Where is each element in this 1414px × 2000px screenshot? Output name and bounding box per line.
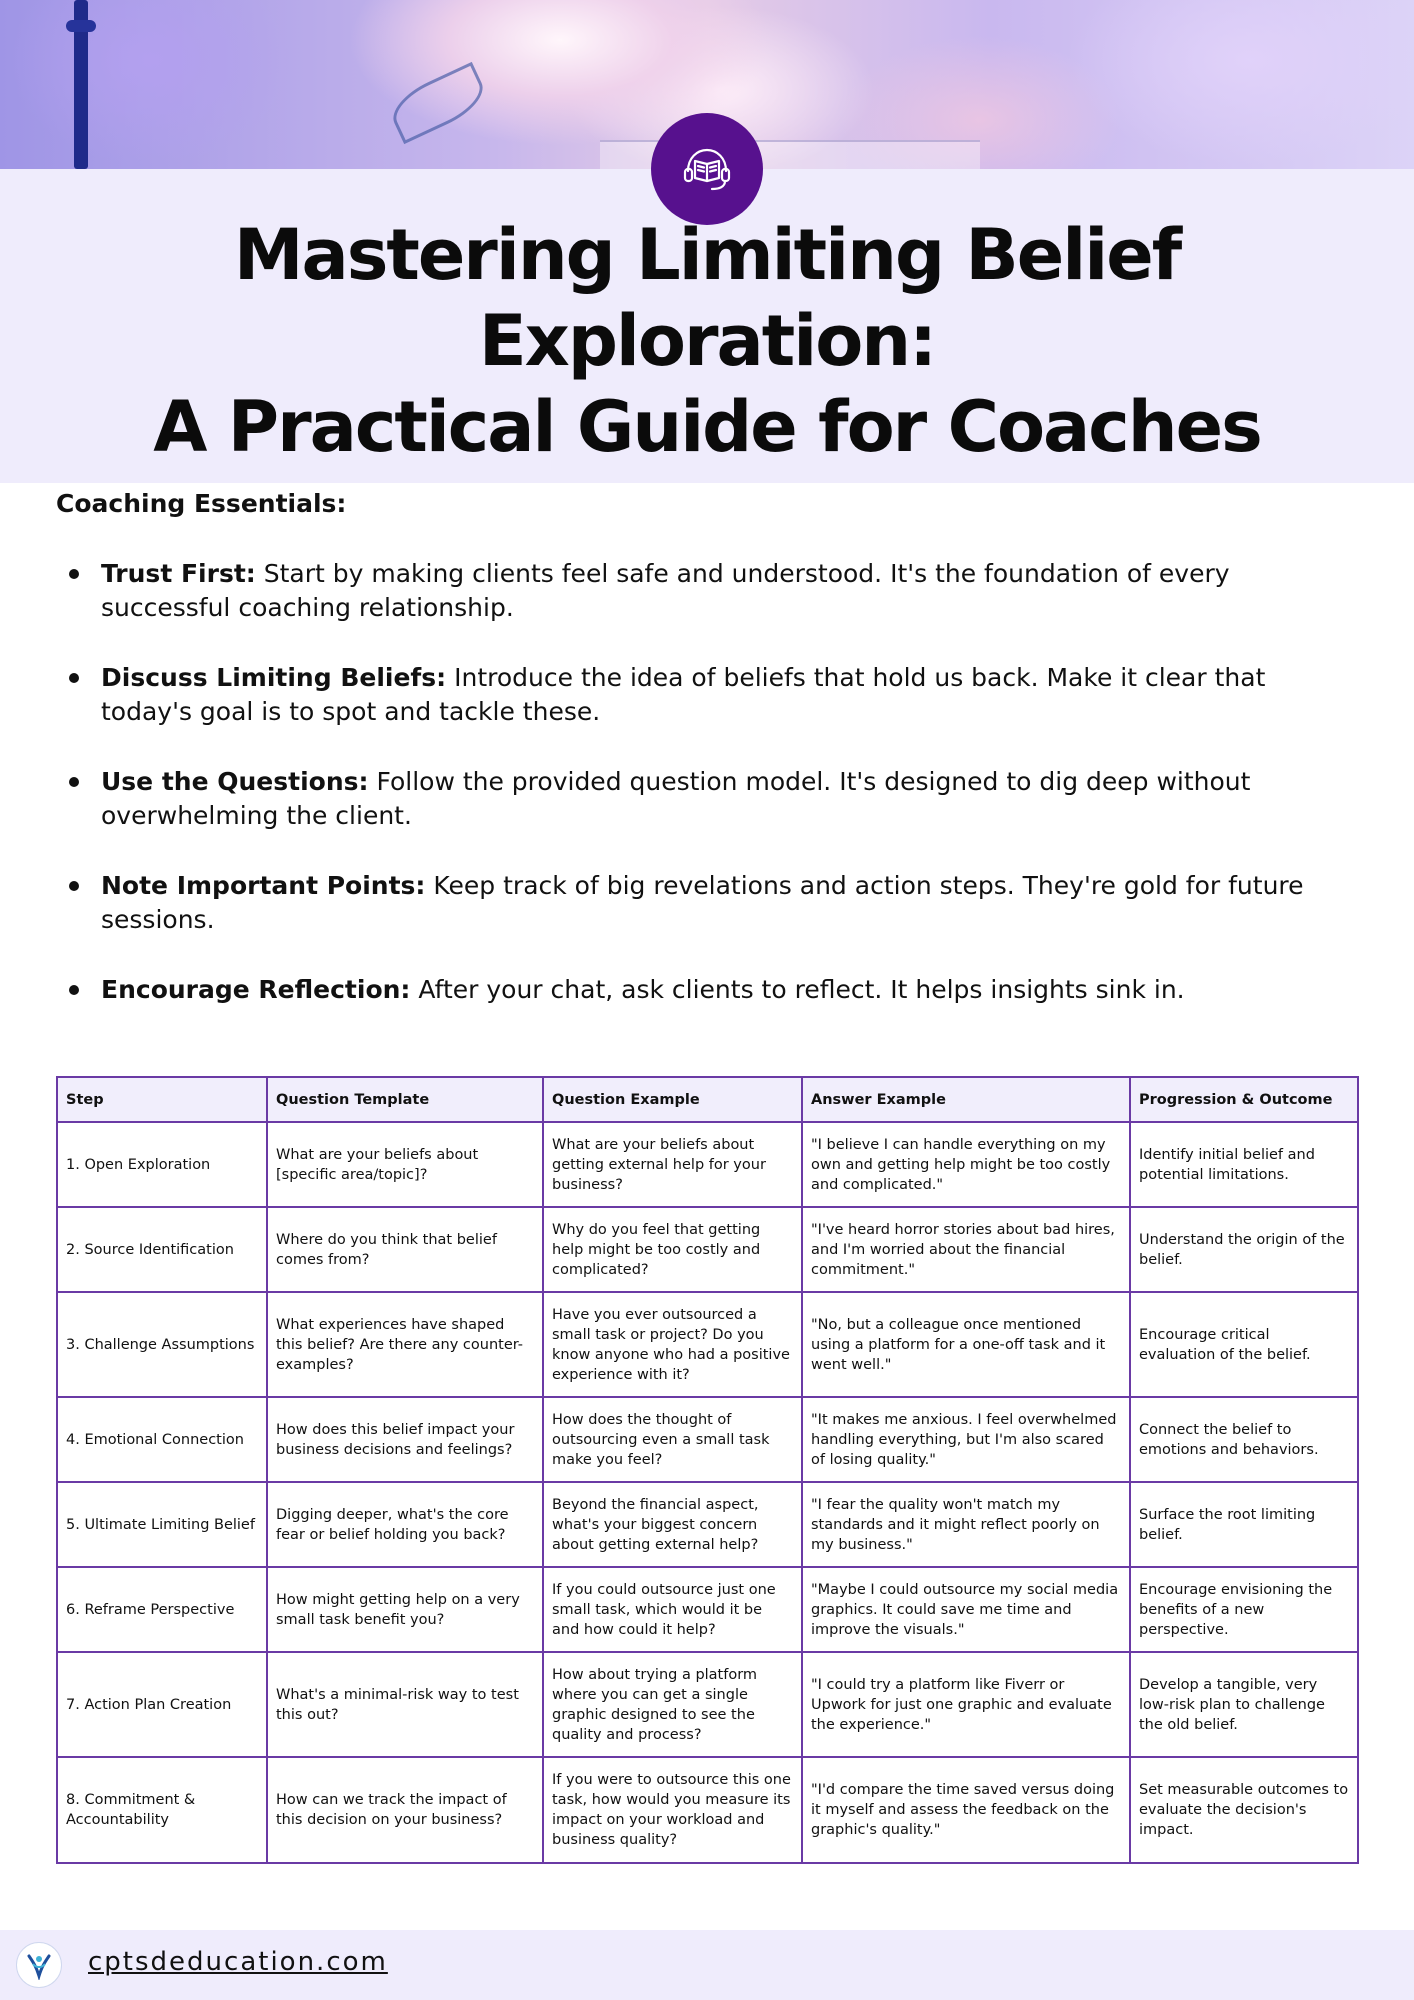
list-item-term: Encourage Reflection: xyxy=(101,975,411,1004)
list-item xyxy=(55,661,1355,729)
column-header-question-template: Question Template xyxy=(267,1077,543,1122)
table-cell: What experiences have shaped this belief? Are there any counter-examples? xyxy=(267,1292,543,1397)
cptsd-logo-icon xyxy=(16,1942,62,1988)
bullet-dot-icon xyxy=(69,569,79,579)
page-title xyxy=(0,212,1414,470)
table-row xyxy=(57,1292,1358,1397)
table-cell: Connect the belief to emotions and behaviors. xyxy=(1130,1397,1358,1482)
table-cell: Why do you feel that getting help might be too costly and complicated? xyxy=(543,1207,802,1292)
table-row xyxy=(57,1482,1358,1567)
banner-decor-pole-cap xyxy=(66,20,96,32)
list-item-text: After your chat, ask clients to reflect. It helps insights sink in. xyxy=(418,975,1185,1004)
table-row xyxy=(57,1757,1358,1863)
table-cell: Set measurable outcomes to evaluate the decision's impact. xyxy=(1130,1757,1358,1863)
essentials-list xyxy=(55,557,1355,1043)
table-cell: Have you ever outsourced a small task or project? Do you know anyone who had a positive experience with it? xyxy=(543,1292,802,1397)
essentials-heading: Coaching Essentials: xyxy=(56,489,347,518)
table-cell: How about trying a platform where you can get a single graphic designed to see the quality and process? xyxy=(543,1652,802,1757)
list-item xyxy=(55,557,1355,625)
question-model-table xyxy=(56,1076,1359,1864)
table-cell: 4. Emotional Connection xyxy=(57,1397,267,1482)
table-cell: "I believe I can handle everything on my own and getting help might be too costly and complicated." xyxy=(802,1122,1130,1207)
list-item xyxy=(55,869,1355,937)
footer xyxy=(0,1930,1414,2000)
table-cell: Develop a tangible, very low-risk plan to challenge the old belief. xyxy=(1130,1652,1358,1757)
table-cell: 1. Open Exploration xyxy=(57,1122,267,1207)
list-item-term: Note Important Points: xyxy=(101,871,426,900)
website-link[interactable]: cptsdeducation.com xyxy=(88,1947,388,1977)
table-row xyxy=(57,1397,1358,1482)
table-cell: "I've heard horror stories about bad hires, and I'm worried about the financial commitment." xyxy=(802,1207,1130,1292)
column-header-step: Step xyxy=(57,1077,267,1122)
table-cell: 3. Challenge Assumptions xyxy=(57,1292,267,1397)
table-cell: 5. Ultimate Limiting Belief xyxy=(57,1482,267,1567)
table-cell: 2. Source Identification xyxy=(57,1207,267,1292)
bullet-dot-icon xyxy=(69,777,79,787)
list-item-term: Discuss Limiting Beliefs: xyxy=(101,663,447,692)
table-cell: What are your beliefs about getting external help for your business? xyxy=(543,1122,802,1207)
table-cell: 6. Reframe Perspective xyxy=(57,1567,267,1652)
list-item-text: Keep track of big revelations and action steps. They're gold for future sessions. xyxy=(101,871,1304,934)
table-cell: "It makes me anxious. I feel overwhelmed handling everything, but I'm also scared of losing quality." xyxy=(802,1397,1130,1482)
table-cell: If you were to outsource this one task, how would you measure its impact on your workload and business quality? xyxy=(543,1757,802,1863)
column-header-question-example: Question Example xyxy=(543,1077,802,1122)
table-cell: How does this belief impact your business decisions and feelings? xyxy=(267,1397,543,1482)
table-row xyxy=(57,1122,1358,1207)
list-item-term: Trust First: xyxy=(101,559,256,588)
table-cell: How can we track the impact of this decision on your business? xyxy=(267,1757,543,1863)
list-item-text: Follow the provided question model. It's designed to dig deep without overwhelming the client. xyxy=(101,767,1251,830)
list-item-text: Start by making clients feel safe and understood. It's the foundation of every successful coaching relationship. xyxy=(101,559,1230,622)
table-cell: Identify initial belief and potential limitations. xyxy=(1130,1122,1358,1207)
page-title-line-1: Mastering Limiting Belief Exploration: xyxy=(233,214,1181,382)
table-cell: Surface the root limiting belief. xyxy=(1130,1482,1358,1567)
table-cell: Understand the origin of the belief. xyxy=(1130,1207,1358,1292)
table-cell: If you could outsource just one small task, which would it be and how could it help? xyxy=(543,1567,802,1652)
table-cell: Beyond the financial aspect, what's your biggest concern about getting external help? xyxy=(543,1482,802,1567)
table-cell: What's a minimal-risk way to test this out? xyxy=(267,1652,543,1757)
table-cell: Digging deeper, what's the core fear or belief holding you back? xyxy=(267,1482,543,1567)
list-item-text: Introduce the idea of beliefs that hold us back. Make it clear that today's goal is to spot and tackle these. xyxy=(101,663,1266,726)
table-cell: "I fear the quality won't match my standards and it might reflect poorly on my business." xyxy=(802,1482,1130,1567)
list-item xyxy=(55,973,1355,1007)
bullet-dot-icon xyxy=(69,881,79,891)
table-cell: 7. Action Plan Creation xyxy=(57,1652,267,1757)
table-cell: What are your beliefs about [specific area/topic]? xyxy=(267,1122,543,1207)
table-cell: 8. Commitment & Accountability xyxy=(57,1757,267,1863)
banner-decor-leaf xyxy=(385,62,491,144)
bullet-dot-icon xyxy=(69,985,79,995)
table-cell: How might getting help on a very small task benefit you? xyxy=(267,1567,543,1652)
table-row xyxy=(57,1207,1358,1292)
list-item-term: Use the Questions: xyxy=(101,767,369,796)
table-cell: Encourage critical evaluation of the belief. xyxy=(1130,1292,1358,1397)
book-headset-icon xyxy=(651,113,763,225)
table-header-row xyxy=(57,1077,1358,1122)
table-row xyxy=(57,1652,1358,1757)
table-cell: "No, but a colleague once mentioned using a platform for a one-off task and it went well." xyxy=(802,1292,1130,1397)
table-cell: "I'd compare the time saved versus doing it myself and assess the feedback on the graphic's quality." xyxy=(802,1757,1130,1863)
table-cell: "I could try a platform like Fiverr or Upwork for just one graphic and evaluate the experience." xyxy=(802,1652,1130,1757)
list-item xyxy=(55,765,1355,833)
table-cell: Where do you think that belief comes from? xyxy=(267,1207,543,1292)
table-cell: How does the thought of outsourcing even a small task make you feel? xyxy=(543,1397,802,1482)
column-header-progression-outcome: Progression & Outcome xyxy=(1130,1077,1358,1122)
bullet-dot-icon xyxy=(69,673,79,683)
table-row xyxy=(57,1567,1358,1652)
column-header-answer-example: Answer Example xyxy=(802,1077,1130,1122)
table-cell: "Maybe I could outsource my social media graphics. It could save me time and improve the visuals." xyxy=(802,1567,1130,1652)
table-cell: Encourage envisioning the benefits of a new perspective. xyxy=(1130,1567,1358,1652)
page-title-line-2: A Practical Guide for Coaches xyxy=(153,386,1261,468)
